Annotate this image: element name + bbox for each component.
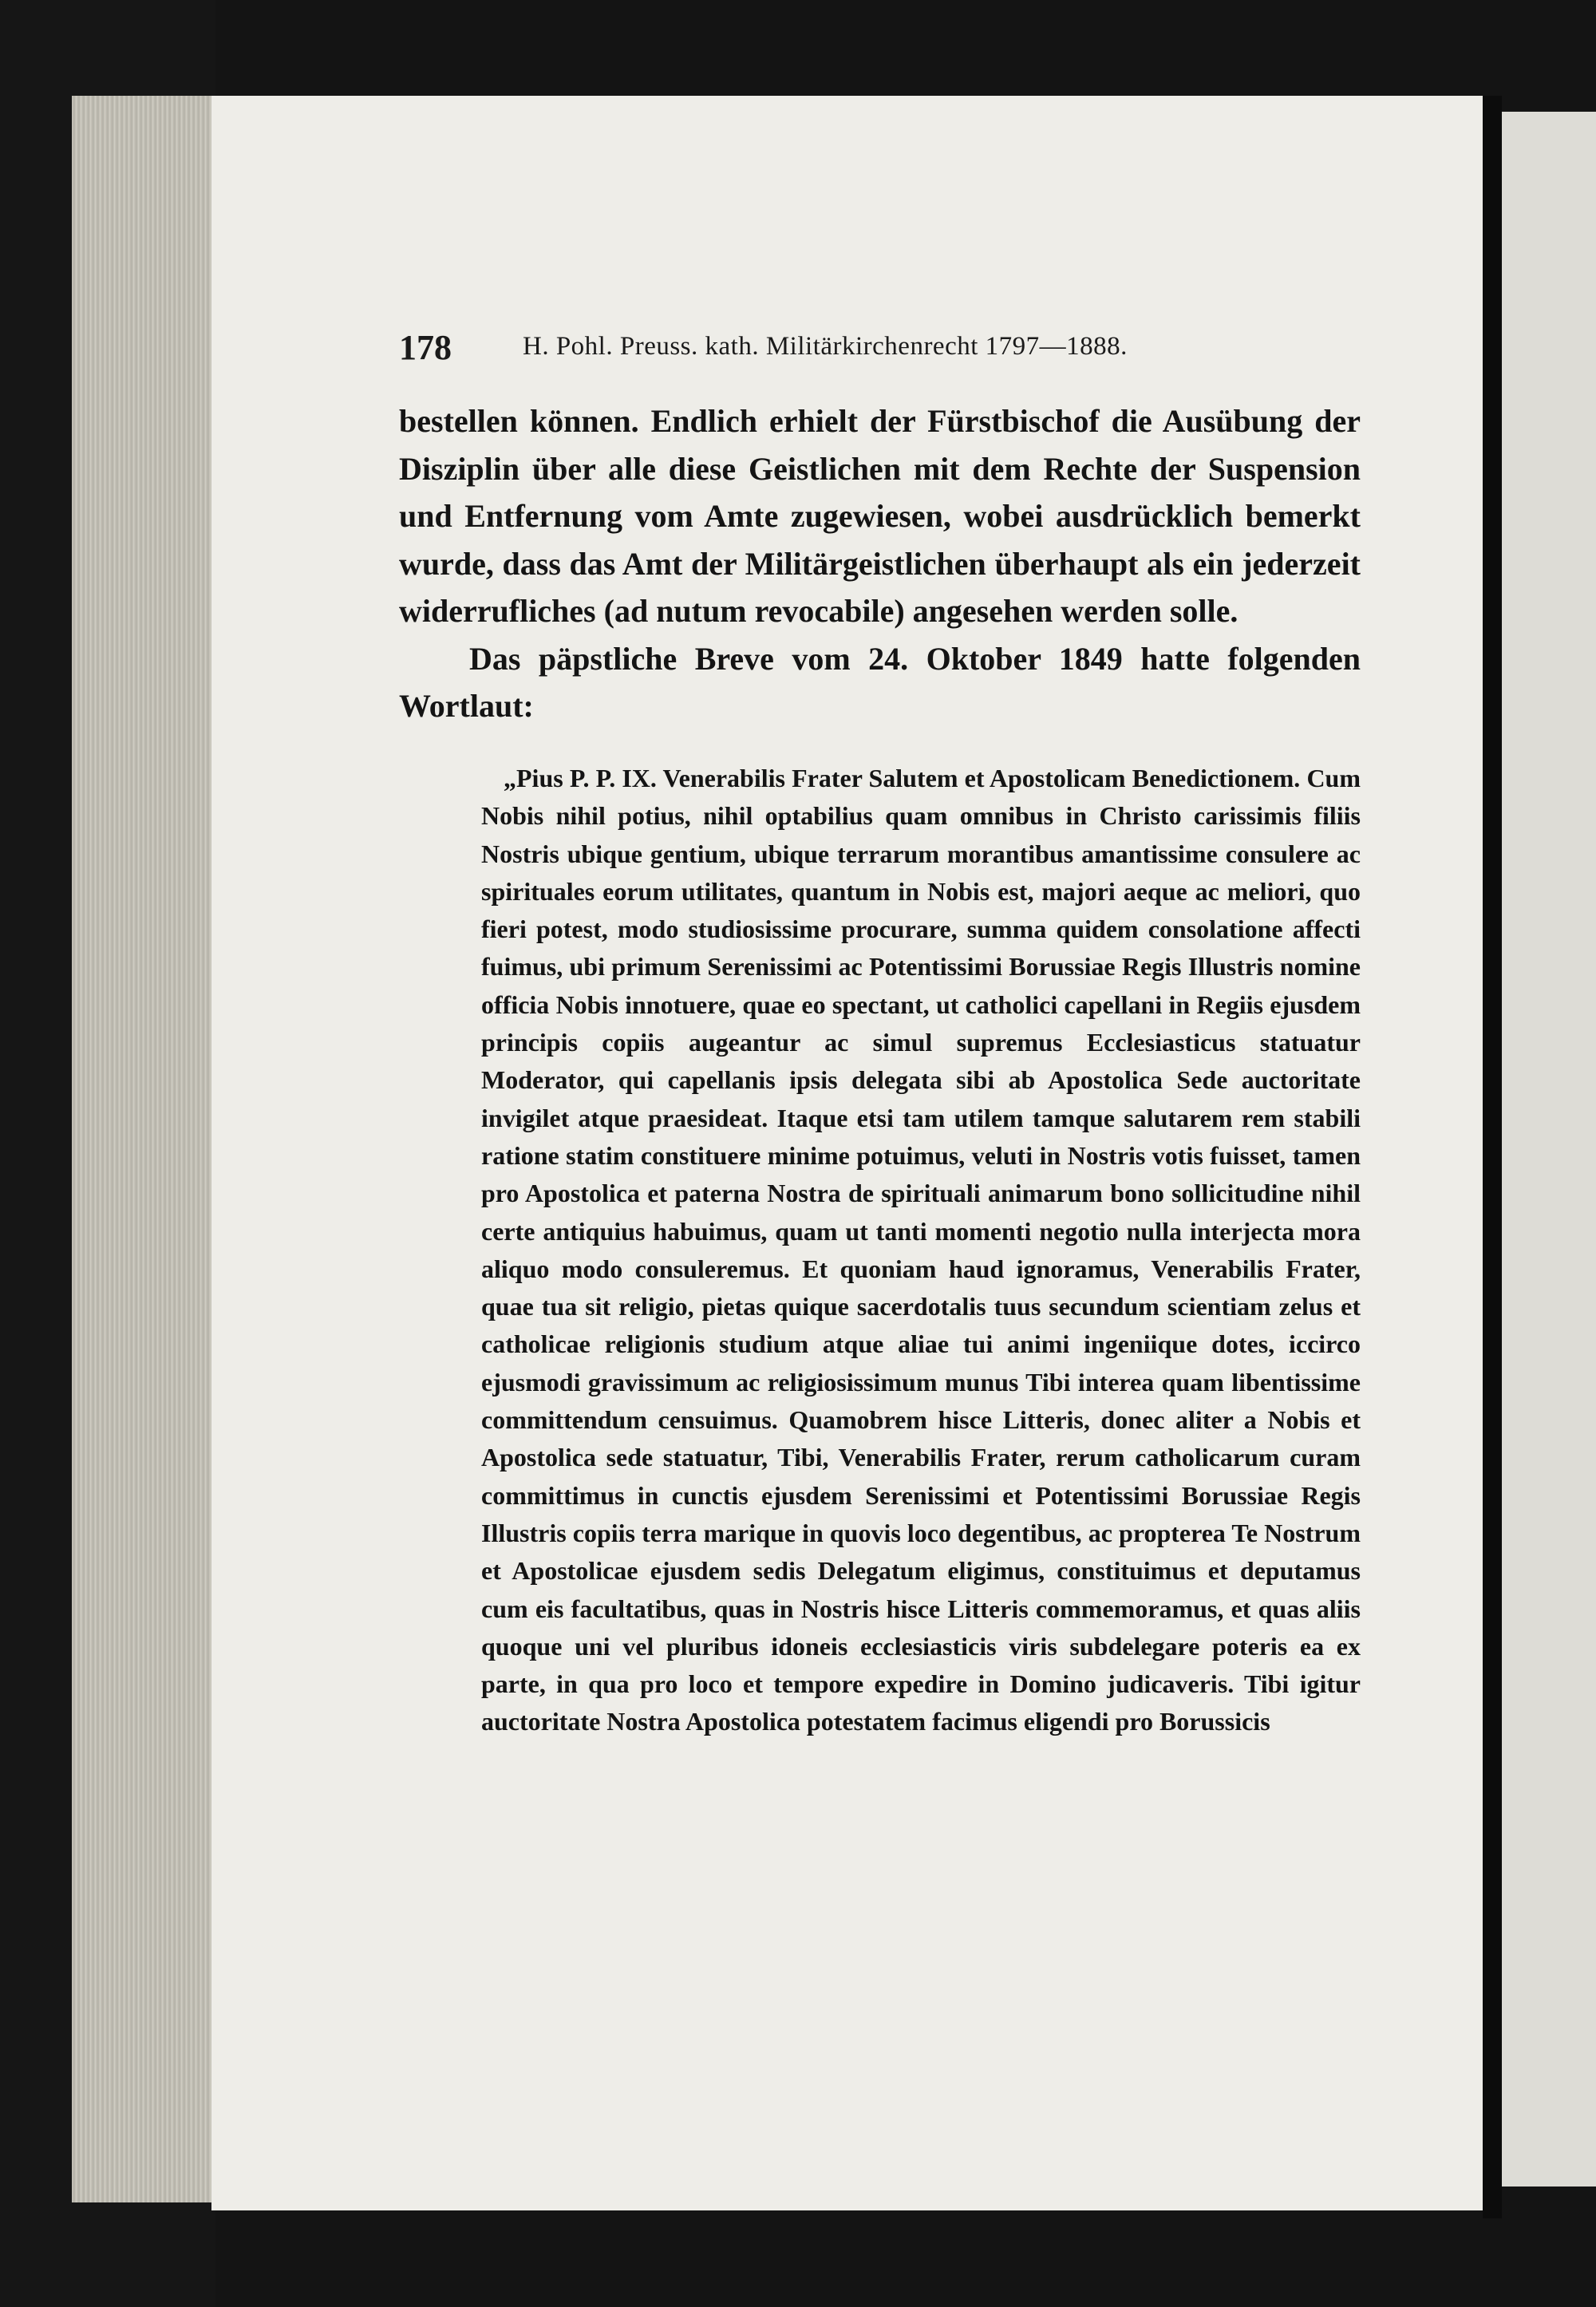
running-head: H. Pohl. Preuss. kath. Militärkirchenrecht 1797—1888. <box>523 332 1128 361</box>
book-gutter <box>1483 96 1502 2218</box>
facing-page <box>1500 112 1596 2187</box>
page-header <box>399 327 1365 367</box>
body-text <box>399 397 1361 730</box>
paragraph: bestellen können. Endlich erhielt der Fürstbischof die Ausübung der Disziplin über alle diese Geistlichen mit dem Rechte der Suspension und Entfernung vom Amte zugewiesen, wobei ausdrücklich bemerkt wurde, dass das Amt der Militärgeistlichen überhaupt als ein jederzeit widerrufliches (ad nutum revocabile) angesehen werden solle. <box>399 403 1361 629</box>
quote-paragraph: „Pius P. P. IX. Venerabilis Frater Salutem et Apostolicam Benedictionem. Cum Nobis nihil potius, nihil optabilius quam omnibus in Christo carissimis filiis Nostris ubique gentium, ubique terrarum morantibus amantissime consulere ac spirituales eorum utilitates, quantum in Nobis est, majori aeque ac meliori, quo fieri potest, modo studiosissime procurare, summa quidem consolatione affecti fuimus, ubi primum Serenissimi ac Potentissimi Borussiae Regis Illustris nomine officia Nobis innotuere, quae eo spectant, ut catholici capellani in Regiis ejusdem principis copiis augeantur ac simul supremus Ecclesiasticus statuatur Moderator, qui capellanis ipsis delegata sibi ab Apostolica Sede auctoritate invigilet atque praesideat. Itaque etsi tam utilem tamque salutarem rem stabili ratione statim constituere minime potuimus, veluti in Nostris votis fuisset, tamen pro Apostolica et paterna Nostra de spirituali animarum bono sollicitudine nihil certe antiquius habuimus, quam ut tanti momenti negotio nulla interjecta mora aliquo modo consuleremus. Et quoniam haud ignoramus, Venerabilis Frater, quae tua sit religio, pietas quique sacerdotalis tuus secundum scientiam zelus et catholicae religionis studium atque aliae tui animi ingeniique dotes, iccirco ejusmodi gravissimum ac religiosissimum munus Tibi interea quam libentissime committendum censuimus. Quamobrem hisce Litteris, donec aliter a Nobis et Apostolica sede statuatur, Tibi, Venerabilis Frater, rerum catholicarum curam committimus in cunctis ejusdem Serenissimi et Potentissimi Borussiae Regis Illustris copiis terra marique in quovis loco degentibus, ac propterea Te Nostrum et Apostolicae ejusdem sedis Delegatum eligimus, constituimus et deputamus cum eis facultatibus, quas in Nostris hisce Litteris commemoramus, et quas aliis quoque uni vel pluribus idoneis ecclesiasticis viris subdelegare poteris ea ex parte, in qua pro loco et tempore expedire in Domino judicaveris. Tibi igitur auctoritate Nostra Apostolica potestatem facimus eligendi pro Borussicis <box>481 764 1361 1736</box>
papal-brief-quote <box>481 760 1361 1741</box>
paragraph: Das päpstliche Breve vom 24. Oktober 1849 hatte folgenden Wortlaut: <box>399 640 1361 724</box>
book-page-edges <box>72 96 211 2202</box>
page-number: 178 <box>399 328 452 367</box>
